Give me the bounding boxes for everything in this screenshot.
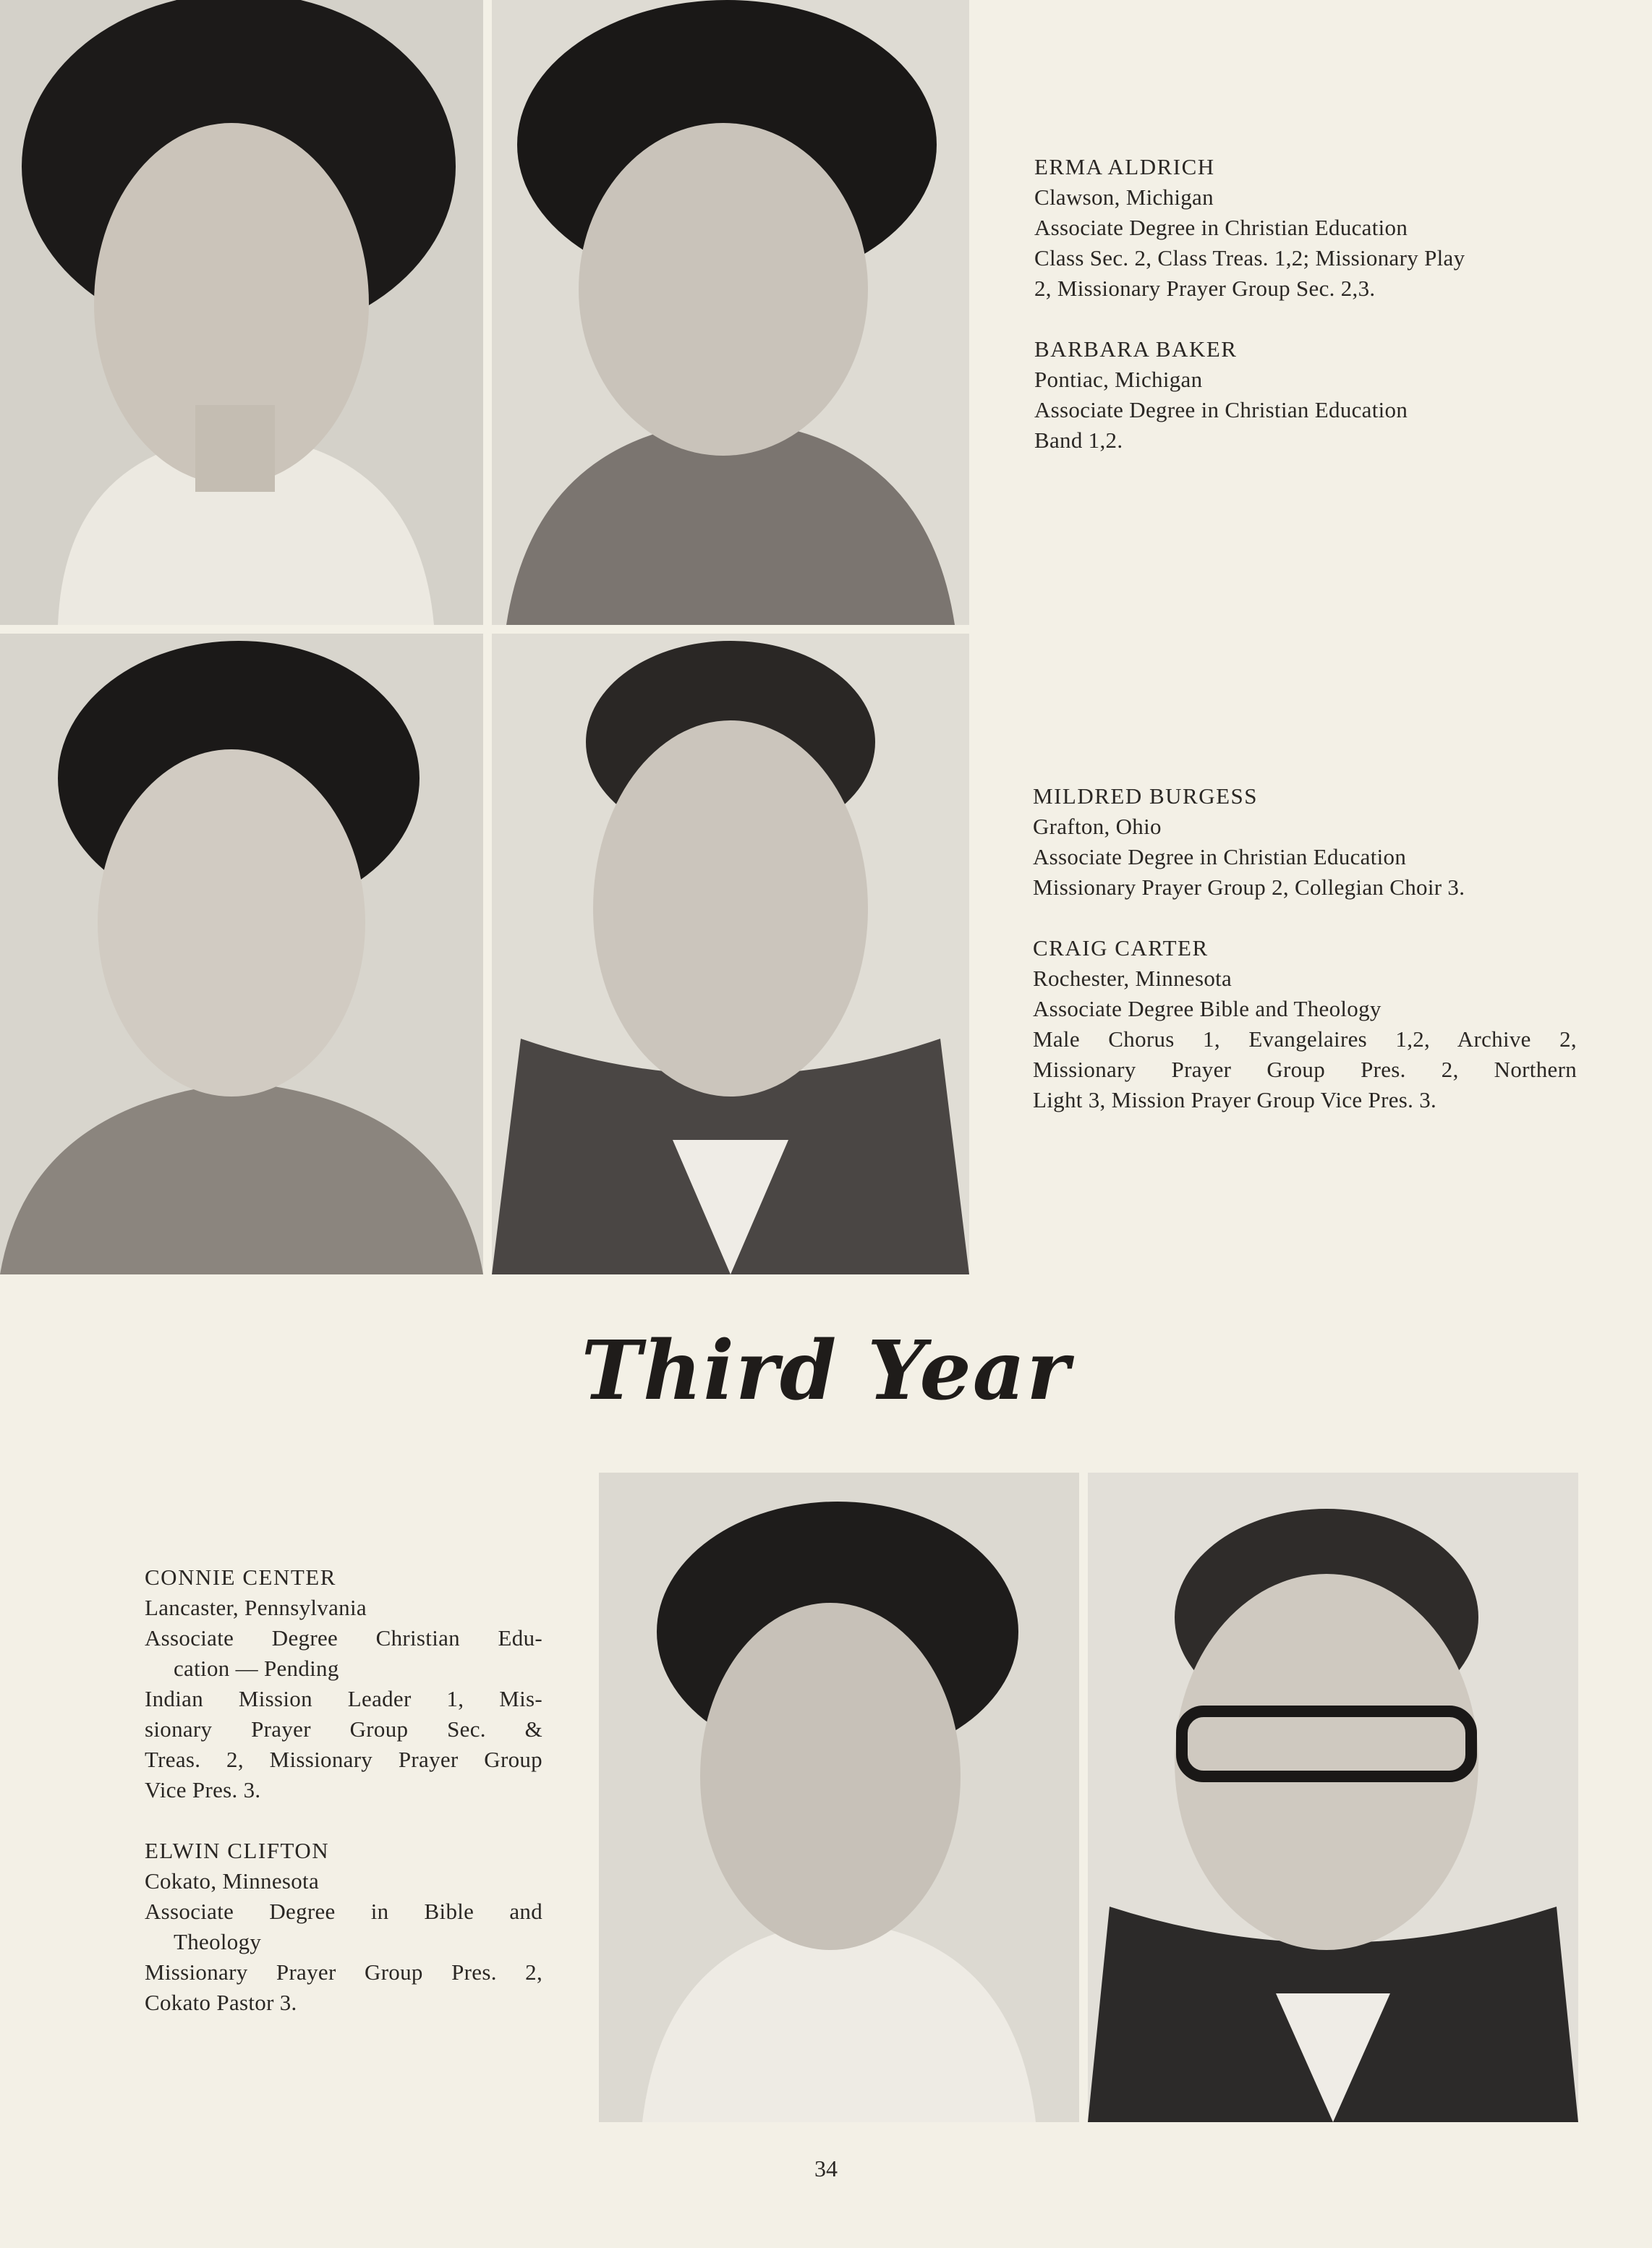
bio-line: Associate Degree Christian Edu- [145,1625,542,1651]
bio-line: Treas. 2, Missionary Prayer Group [145,1747,542,1772]
bio-elwin-clifton [145,1836,542,2018]
bio-line: Class Sec. 2, Class Treas. 1,2; Missionary Play [1034,245,1465,271]
portrait-photo-4 [492,634,969,1274]
bio-line: Rochester, Minnesota [1033,966,1232,991]
bio-name: CONNIE CENTER [145,1564,336,1590]
portrait-photo-5 [599,1473,1079,2122]
bio-line: Cokato Pastor 3. [145,1990,297,2015]
bio-line: Missionary Prayer Group 2, Collegian Choir 3. [1033,874,1465,900]
bio-name: BARBARA BAKER [1034,336,1238,362]
bio-line: Associate Degree Bible and Theology [1033,996,1381,1021]
bio-line: Band 1,2. [1034,427,1123,453]
portrait-photo-1 [0,0,483,625]
bio-line: sionary Prayer Group Sec. & [145,1716,542,1742]
portrait-photo-2 [492,0,969,625]
bio-name: MILDRED BURGESS [1033,783,1259,809]
bio-mildred-burgess [1033,781,1577,903]
bio-line: Male Chorus 1, Evangelaires 1,2, Archive 2, [1033,1026,1577,1052]
bio-line: Associate Degree in Christian Education [1034,397,1408,422]
bio-line: Indian Mission Leader 1, Mis- [145,1686,542,1711]
bio-line: Missionary Prayer Group Pres. 2, [145,1959,542,1985]
bio-line: cation — Pending [174,1656,339,1681]
bio-line: Light 3, Mission Prayer Group Vice Pres. 3. [1033,1087,1437,1112]
bio-name: ELWIN CLIFTON [145,1838,330,1863]
bio-barbara-baker [1034,334,1578,456]
bio-line: 2, Missionary Prayer Group Sec. 2,3. [1034,276,1376,301]
bio-line: Theology [174,1929,262,1954]
portrait-photo-3 [0,634,483,1274]
bio-block-middle [1033,781,1577,1146]
bio-line: Missionary Prayer Group Pres. 2, Northern [1033,1057,1577,1082]
bio-name: CRAIG CARTER [1033,935,1209,961]
portrait-photo-6 [1088,1473,1578,2122]
bio-line: Associate Degree in Christian Education [1033,844,1407,869]
page-number: 34 [814,2155,838,2181]
section-heading: Third Year [581,1324,1071,1418]
bio-block-bottom [145,1562,542,2048]
bio-line: Associate Degree in Christian Education [1034,215,1408,240]
bio-line: Grafton, Ohio [1033,814,1162,839]
bio-erma-aldrich [1034,152,1578,304]
bio-line: Vice Pres. 3. [145,1777,261,1802]
bio-connie-center [145,1562,542,1805]
bio-line: Lancaster, Pennsylvania [145,1595,367,1620]
bio-name: ERMA ALDRICH [1034,154,1215,179]
bio-block-top [1034,152,1578,486]
bio-line: Pontiac, Michigan [1034,367,1203,392]
bio-line: Associate Degree in Bible and [145,1899,542,1924]
bio-craig-carter [1033,933,1577,1115]
bio-line: Cokato, Minnesota [145,1868,320,1894]
bio-line: Clawson, Michigan [1034,184,1214,210]
